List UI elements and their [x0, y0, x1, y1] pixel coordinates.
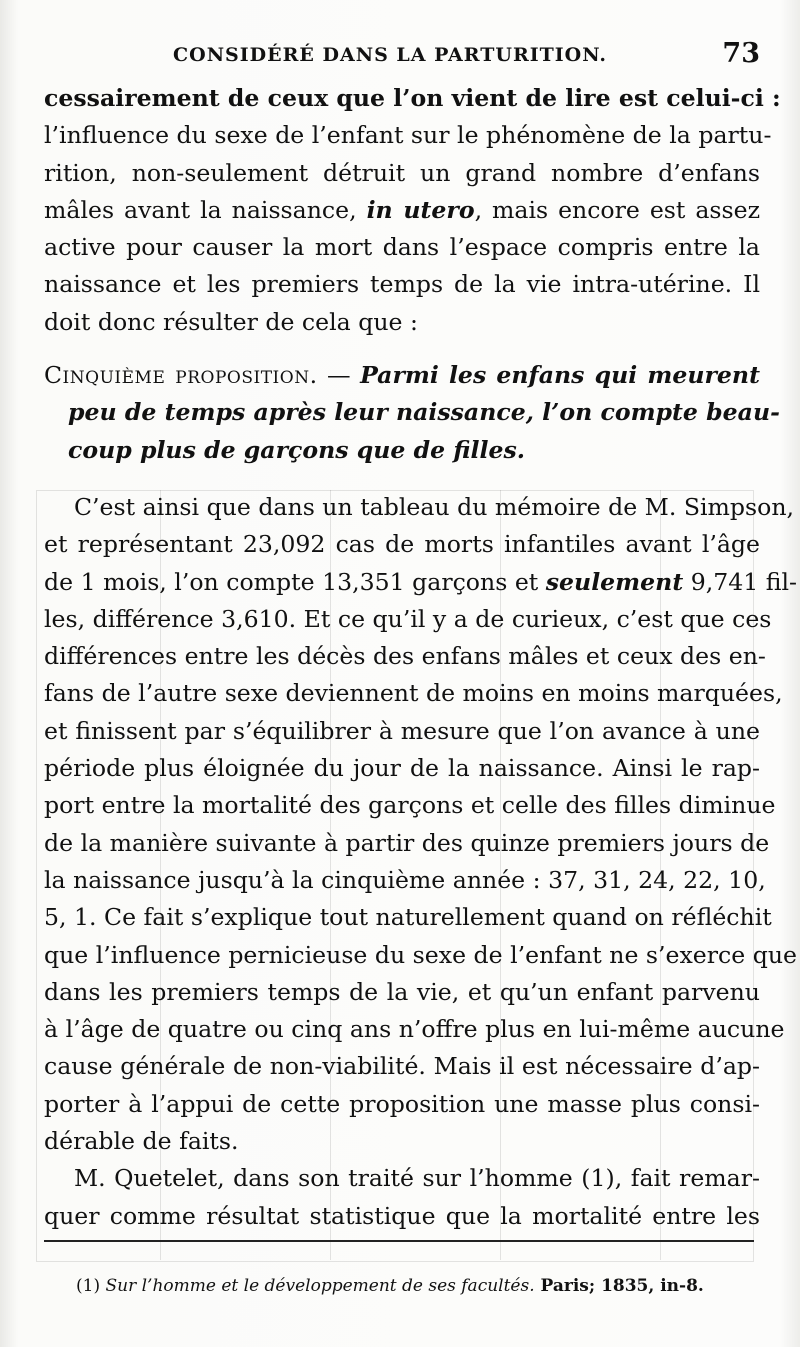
running-head: CONSIDÉRÉ DANS LA PARTURITION. [173, 44, 607, 66]
text-run: de 1 mois, l’on compte 13,351 garçons et [44, 567, 546, 596]
spacer [44, 469, 760, 489]
text-line: naissance et les premiers temps de la vie intra-utérine. Il [44, 270, 760, 299]
text-line: de la manière suivante à partir des quinze premiers jours de [44, 828, 770, 857]
text-line: cause générale de non-viabilité. Mais il est nécessaire d’ap- [44, 1052, 760, 1081]
body-text [44, 80, 798, 1235]
text-line: que l’influence pernicieuse du sexe de l’enfant ne s’exerce que [44, 940, 797, 969]
footnote [76, 1276, 766, 1296]
text-line: 5, 1. Ce fait s’explique tout naturellement quand on réfléchit [44, 903, 772, 932]
text-line: C’est ainsi que dans un tableau du mémoire de M. Simpson, [74, 492, 795, 521]
text-line: la naissance jusqu’à la cinquième année : 37, 31, 24, 22, 10, [44, 865, 766, 894]
page-number: 73 [722, 38, 760, 69]
text-line: fans de l’autre sexe deviennent de moins en moins marquées, [44, 679, 783, 708]
page-header [0, 38, 800, 72]
text-run: , mais encore est assez [474, 195, 760, 224]
text-line: différences entre les décès des enfans mâles et ceux des en- [44, 642, 766, 671]
footnote-rule [44, 1240, 754, 1242]
text-line: doit donc résulter de cela que : [44, 307, 418, 336]
text-line: active pour causer la mort dans l’espace compris entre la [44, 233, 760, 262]
text-line: porter à l’appui de cette proposition une masse plus consi- [44, 1089, 760, 1118]
text-line [44, 192, 760, 229]
text-line: l’influence du sexe de l’enfant sur le phénomène de la partu- [44, 121, 772, 150]
footnote-imprint: Paris; 1835, in-8. [534, 1276, 704, 1296]
text-line: à l’âge de quatre ou cinq ans n’offre plus en lui-même aucune [44, 1015, 785, 1044]
text-line: et représentant 23,092 cas de morts infantiles avant l’âge [44, 530, 760, 559]
italic-run: seulement [545, 567, 684, 596]
proposition-line [44, 357, 760, 394]
proposition-line: peu de temps après leur naissance, l’on compte beau- [68, 398, 780, 427]
text-line: période plus éloignée du jour de la naissance. Ainsi le rap- [44, 754, 760, 783]
proposition-text: Parmi les enfans qui meurent [360, 361, 760, 390]
text-line: rition, non-seulement détruit un grand nombre d’enfans [44, 158, 760, 187]
text-line: cessairement de ceux que l’on vient de lire est celui-ci : [44, 84, 781, 112]
proposition-line: coup plus de garçons que de filles. [68, 435, 525, 464]
text-run: mâles avant la naissance, [44, 195, 367, 224]
text-line: quer comme résultat statistique que la mortalité entre les [44, 1201, 760, 1230]
spacer [44, 341, 760, 357]
footnote-marker: (1) [76, 1276, 106, 1296]
text-line: M. Quetelet, dans son traité sur l’homme (1), fait remar- [74, 1164, 760, 1193]
italic-run: in utero [366, 195, 475, 224]
text-run: 9,741 fil- [683, 567, 798, 596]
proposition-label: Cinquième proposition. [44, 361, 318, 390]
text-line: et finissent par s’équilibrer à mesure que l’on avance à une [44, 716, 760, 745]
footnote-title: Sur l’homme et le développement de ses facultés. [105, 1276, 535, 1296]
text-line: dérable de faits. [44, 1127, 239, 1156]
text-line: port entre la mortalité des garçons et celle des filles diminue [44, 791, 776, 820]
text-line: dans les premiers temps de la vie, et qu’un enfant parvenu [44, 977, 760, 1006]
text-line: les, différence 3,610. Et ce qu’il y a de curieux, c’est que ces [44, 604, 772, 633]
text-line [44, 564, 798, 601]
proposition-dash: — [317, 361, 361, 390]
